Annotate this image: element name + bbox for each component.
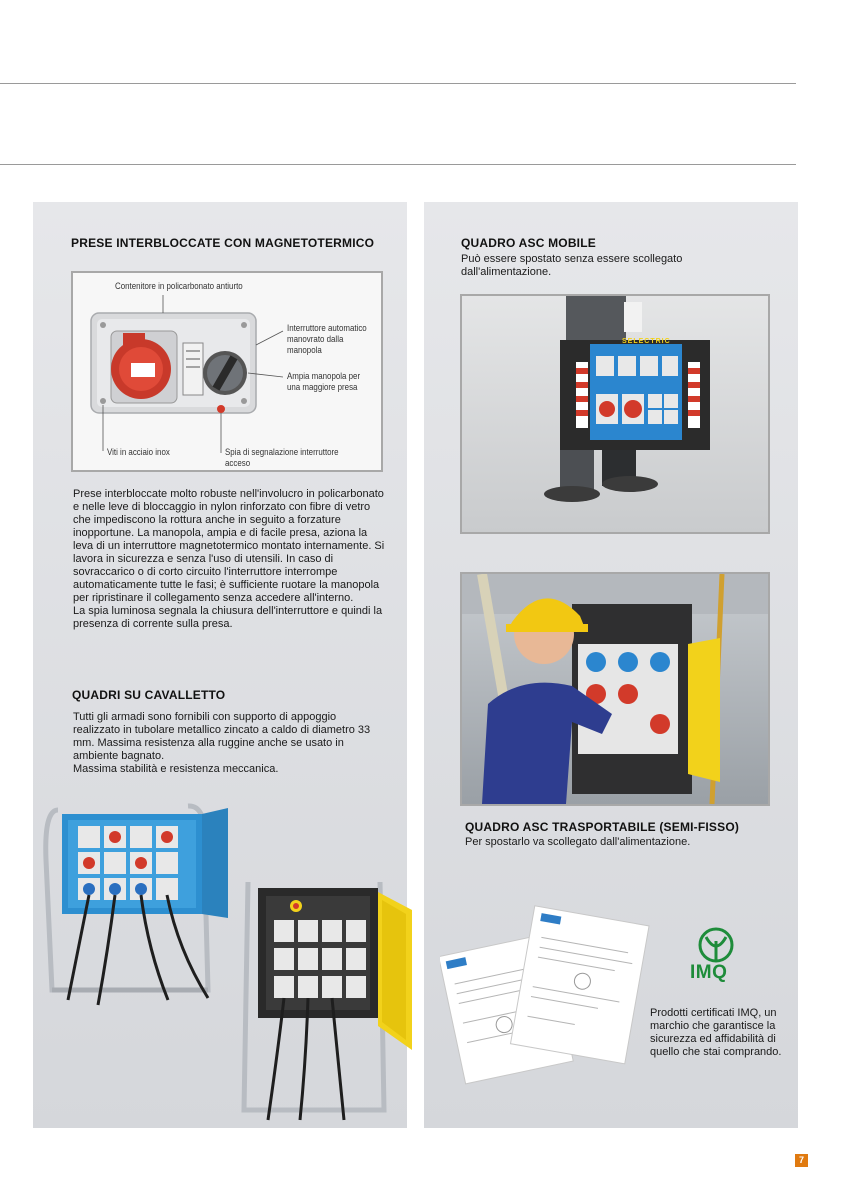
section-title-interlocked-sockets: PRESE INTERBLOCCATE CON MAGNETOTERMICO (71, 236, 375, 250)
interlocked-socket-diagram (71, 271, 383, 472)
transportable-board-photo (460, 572, 770, 806)
imq-logo-text: IMQ (690, 962, 728, 983)
callout-lamp: Spia di segnalazione interruttore acceso (225, 447, 339, 468)
callout-enclosure: Contenitore in policarbonato antiurto (115, 281, 243, 291)
stands-paragraph-1: Tutti gli armadi sono fornibili con supporto di appoggio realizzato in tubolare metallico zincato a caldo di diametro 33 mm. Massima resistenza alla ruggine anche se usato in ambiente bagnato. (73, 711, 371, 762)
imq-certificates-image (440, 905, 650, 1085)
interlocked-paragraph-1: Prese interbloccate molto robuste nell'involucro in policarbonato e nelle leve di bloccaggio in nylon rinforzato con fibre di vetro che impediscono la rottura anche in seguito a forzature inopportune. La manopola, ampia e di facile presa, aziona la leva di un interruttore magnetotermico montato internamente. Si lavora in sicurezza e senza l'uso di utensili. In caso di sovraccarico o di corto circuito l'interruttore interrompe automaticamente tutte le fasi; è sufficiente ruotare la manopola per ripristinare il collegamento senza accedere all'interno. (73, 488, 385, 604)
callout-screws: Viti in acciaio inox (107, 447, 170, 457)
transportable-board-subtitle: Per spostarlo va scollegato dall'alimentazione. (465, 836, 691, 848)
stands-paragraph-2: Massima stabilità e resistenza meccanica. (73, 763, 279, 775)
mobile-board-photo (460, 294, 770, 534)
section-title-stands: QUADRI SU CAVALLETTO (72, 688, 226, 702)
stand-enclosures-photo (38, 800, 418, 1130)
top-rule (0, 83, 796, 84)
mobile-board-illustration (462, 296, 768, 532)
mobile-board-subtitle: Può essere spostato senza essere scollegato dall'alimentazione. (461, 253, 683, 278)
interlocked-description (73, 488, 385, 631)
imq-certification-text: Prodotti certificati IMQ, un marchio che garantisce la sicurezza ed affidabilità di quello che stai comprando. (650, 1007, 782, 1058)
interlocked-paragraph-2: La spia luminosa segnala la chiusura dell'interruttore e quindi la presenza di corrente sulla presa. (73, 605, 383, 630)
section-title-transportable-board: QUADRO ASC TRASPORTABILE (SEMI-FISSO) (465, 820, 740, 834)
transportable-board-illustration (462, 574, 768, 804)
page-number: 7 (795, 1154, 808, 1167)
second-rule (0, 164, 796, 165)
selectric-brand-label: SELECTRIC (622, 338, 671, 345)
callout-handle: Ampia manopola per una maggiore presa (287, 371, 361, 392)
stands-description (73, 711, 373, 776)
callout-switch: Interruttore automatico manovrato dalla manopola (287, 323, 367, 355)
section-title-mobile-board: QUADRO ASC MOBILE (461, 236, 596, 250)
